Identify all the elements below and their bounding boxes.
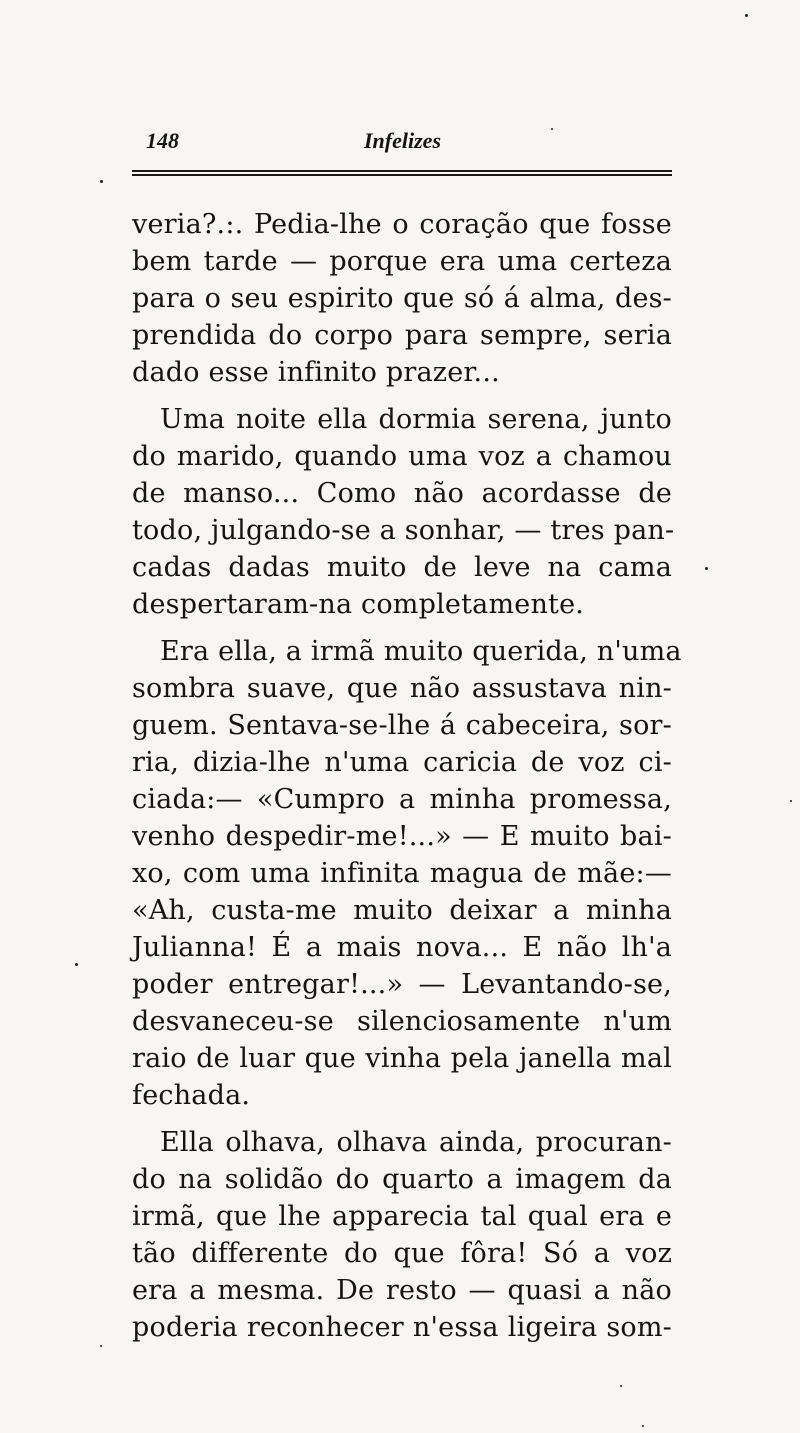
- text-line: Uma noite ella dormia serena, junto: [160, 404, 672, 435]
- text-line: xo, com uma infinita magua de mãe:—: [132, 858, 672, 889]
- text-line: era a mesma. De resto — quasi a não: [132, 1275, 672, 1306]
- text-line: todo, julgando-se a sonhar, — tres pan-: [132, 515, 675, 546]
- page-number: 148: [146, 128, 179, 153]
- text-line: irmã, que lhe apparecia tal qual era e: [132, 1201, 672, 1232]
- scan-speck: [100, 1345, 102, 1347]
- header-double-rule: [132, 170, 672, 176]
- text-line: veria?.:. Pedia-lhe o coração que fosse: [132, 209, 672, 240]
- text-line: de manso... Como não acordasse de: [132, 478, 672, 509]
- text-line: ciada:— «Cumpro a minha promessa,: [132, 784, 672, 815]
- text-line: prendida do corpo para sempre, seria: [132, 320, 672, 351]
- text-line: fechada.: [132, 1080, 251, 1111]
- text-line: para o seu espirito que só á alma, des-: [132, 283, 672, 314]
- text-line: do na solidão do quarto a imagem da: [132, 1164, 672, 1195]
- paragraph-2: [132, 401, 675, 623]
- paragraph-1: [132, 206, 672, 391]
- text-line: poderia reconhecer n'essa ligeira som-: [132, 1312, 672, 1343]
- text-line: Julianna! É a mais nova... E não lh'a: [132, 932, 672, 963]
- scan-speck: [642, 1425, 644, 1427]
- text-line: despertaram-na completamente.: [132, 589, 585, 620]
- text-line: guem. Sentava-se-lhe á cabeceira, sor-: [132, 710, 672, 741]
- text-line: tão differente do que fôra! Só a voz: [132, 1238, 672, 1269]
- text-line: Ella olhava, olhava ainda, procuran-: [160, 1127, 672, 1158]
- running-title: Infelizes: [364, 128, 441, 153]
- text-line: poder entregar!...» — Levantando-se,: [132, 969, 672, 1000]
- text-line: bem tarde — porque era uma certeza: [132, 246, 672, 277]
- scan-speck: [620, 1385, 622, 1387]
- paragraph-4: [132, 1124, 672, 1346]
- text-line: Era ella, a irmã muito querida, n'uma: [160, 636, 682, 667]
- body-text: [132, 206, 682, 1356]
- text-line: sombra suave, que não assustava nin-: [132, 673, 672, 704]
- text-line: ria, dizia-lhe n'uma caricia de voz ci-: [132, 747, 672, 778]
- text-line: do marido, quando uma voz a chamou: [132, 441, 672, 472]
- scan-speck: [551, 128, 553, 130]
- text-line: desvaneceu-se silenciosamente n'um: [132, 1006, 672, 1037]
- text-line: «Ah, custa-me muito deixar a minha: [132, 895, 672, 926]
- scan-speck: [100, 180, 103, 183]
- text-line: dado esse infinito prazer...: [132, 357, 500, 388]
- text-line: cadas dadas muito de leve na cama: [132, 552, 672, 583]
- scan-speck: [790, 800, 792, 802]
- page-header: [135, 128, 670, 158]
- text-line: venho despedir-me!...» — E muito bai-: [132, 821, 672, 852]
- scan-speck: [745, 14, 748, 17]
- scan-speck: [705, 567, 708, 570]
- text-line: raio de luar que vinha pela janella mal: [132, 1043, 672, 1074]
- paragraph-3: [132, 633, 682, 1114]
- scan-speck: [75, 963, 78, 966]
